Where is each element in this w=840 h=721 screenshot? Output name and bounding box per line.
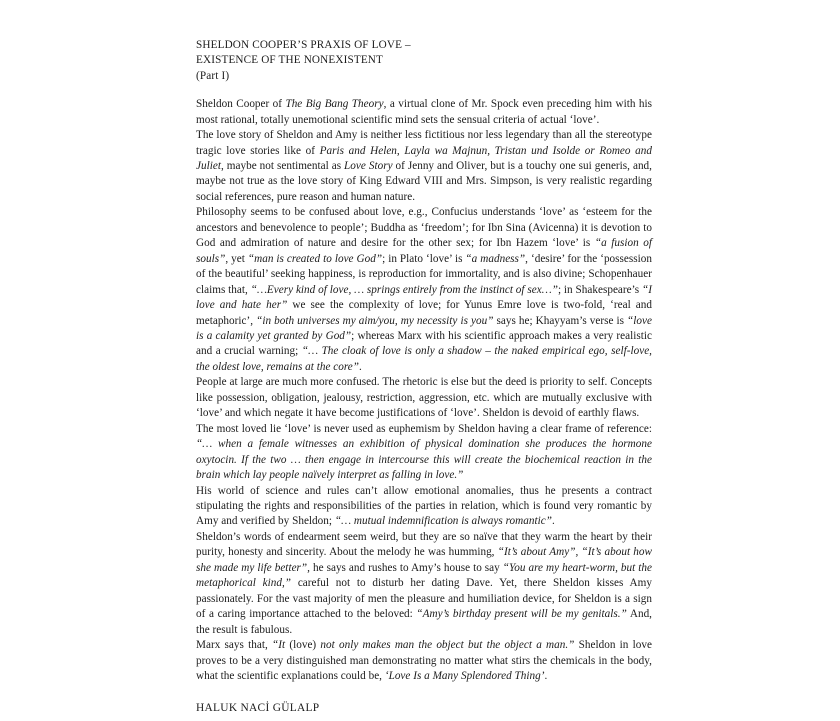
italic-run: “… The cloak of love is only a shadow – the naked empirical ego, self-love, the oldest love, remains at the core” (196, 345, 652, 373)
italic-run: ‘Love Is a Many Splendored Thing’ (384, 669, 545, 682)
text-run: His world of science and rules can’t allow emotional anomalies, thus he presents a contract stipulating the rights and responsibilities of the parties in relation, which is found very romantic by Amy and verified by Sheldon; (196, 484, 652, 528)
text-run: The most loved lie ‘love’ is never used as euphemism by Sheldon having a clear frame of reference: (196, 422, 652, 435)
italic-run: “in both universes my aim/you, my necessity is you” (256, 314, 494, 327)
italic-run: “a madness” (465, 252, 526, 265)
italic-run: The Big Bang Theory (285, 98, 384, 111)
paragraph (196, 128, 652, 205)
italic-run: “It (272, 639, 286, 652)
text-run: People at large are much more confused. The rhetoric is else but the deed is priority to self. Concepts like possession, obligation, jealousy, restriction, aggression, etc. which are mutually exclusive with ‘love’ and which negate it have become justifications of ‘love’. Sheldon is devoid of earthly flaws. (196, 376, 652, 420)
paragraph (196, 638, 652, 684)
document-body (196, 97, 652, 684)
text-run: , yet (225, 252, 248, 265)
text-run: , ‘desire’ for the ‘possession of the beautiful’ seeking happiness, is reproduction for immortality, and is also divine; Schopenhauer claims that, (196, 252, 653, 296)
paragraph (196, 530, 652, 638)
text-run: Sheldon in love proves to be a very distinguished man demonstrating no matter what stirs the chemicals in the body, what the scientific explanations could be, (196, 639, 652, 682)
italic-run: “a fusion of souls” (196, 237, 652, 265)
text-run: we see the complexity of love; for Yunus Emre love is two-fold, ‘real and metaphoric’, (196, 299, 652, 327)
title-line-1: SHELDON COOPER’S PRAXIS OF LOVE – (196, 39, 411, 51)
text-run: The love story of Sheldon and Amy is neither less fictitious nor less legendary than all the stereotype tragic love stories like of (196, 129, 652, 157)
text-run: says he; Khayyam’s verse is (493, 314, 628, 327)
text-run: Philosophy seems to be confused about love, e.g., Confucius understands ‘love’ as ‘esteem for the ancestors and benevolence to people’; Buddha as ‘freedom’; for Ibn Sina (Avicenna) it is devotion to God and admiration of nature and desire for the other sex; for Ibn Hazem ‘love’ is (196, 206, 652, 250)
paragraph (196, 484, 652, 530)
text-run: . (544, 669, 548, 682)
italic-run: “…Every kind of love, … springs entirely from the instinct of sex…” (250, 283, 558, 296)
italic-run: “It’s about Amy”, “It’s about how she made my life better”, (196, 546, 652, 574)
text-run: of Jenny and Oliver, but is a touchy one sui generis, and, maybe not true as the love story of King Edward VIII and Mrs. Simpson, is very realistic regarding social references, pure reason and human nature. (196, 160, 652, 203)
author-signature: HALUK NACİ GÜLALP (196, 702, 320, 715)
text-run: he says and rushes to Amy’s house to say (310, 561, 503, 574)
text-run: Sheldon Cooper of (196, 98, 286, 111)
paragraph (196, 375, 652, 421)
text-run: Marx says that, (196, 639, 272, 652)
italic-run: “You are my heart-worm, but the metaphorical kind,” (196, 561, 653, 590)
text-run: And, the result is fabulous. (196, 608, 652, 636)
italic-run: “… mutual indemnification is always romantic” (334, 515, 552, 528)
text-run: . (551, 515, 555, 528)
paragraph (196, 422, 652, 484)
text-run: ; whereas Marx with his scientific approach makes a very realistic and a crucial warning; (196, 330, 652, 358)
paragraph (196, 205, 652, 375)
italic-run: “I love and hate her” (196, 283, 653, 312)
title-line-3: (Part I) (196, 69, 230, 82)
document-sheet (196, 0, 652, 721)
italic-run: “Amy’s birthday present will be my genitals.” (416, 608, 627, 621)
text-run: careful not to disturb her dating Dave. Yet, there Sheldon kisses Amy passionately. For the vast majority of men the pleasure and humiliation device, for Sheldon is a sign of a caring importance attached to the beloved: (196, 577, 652, 621)
text-run: . (359, 360, 362, 373)
italic-run: “man is created to love God” (247, 252, 383, 265)
text-run: (love) (285, 639, 321, 652)
text-run: , a virtual clone of Mr. Spock even preceding him with his most rational, totally unemotional scientific mind sets the sensual criteria of actual ‘love’. (196, 98, 652, 126)
title-line-2: EXISTENCE OF THE NONEXISTENT (196, 54, 384, 67)
text-run: ; in Plato ‘love’ is (382, 252, 466, 265)
italic-run: Love Story (344, 160, 393, 173)
text-run: ; in Shakespeare’s (557, 283, 643, 296)
text-run: , maybe not sentimental as (220, 160, 345, 173)
italic-run: Paris and Helen, Layla wa Majnun, Tristan und Isolde or Romeo and Juliet (196, 144, 652, 173)
document-title (196, 38, 652, 84)
italic-run: “… when a female witnesses an exhibition of physical domination she produces the hormone oxytocin. If the two … then engage in intercourse this will create the biochemical reaction in the brain which lay people naïvely interpret as falling in love.” (196, 438, 652, 482)
italic-run: “love is a calamity yet granted by God” (196, 314, 652, 343)
italic-run: not only makes man the object but the object a man.” (320, 639, 575, 652)
text-run: Sheldon’s words of endearment seem weird, but they are so naïve that they warm the heart by their purity, honesty and sincerity. About the melody he was humming, (196, 530, 652, 559)
paragraph (196, 97, 652, 128)
